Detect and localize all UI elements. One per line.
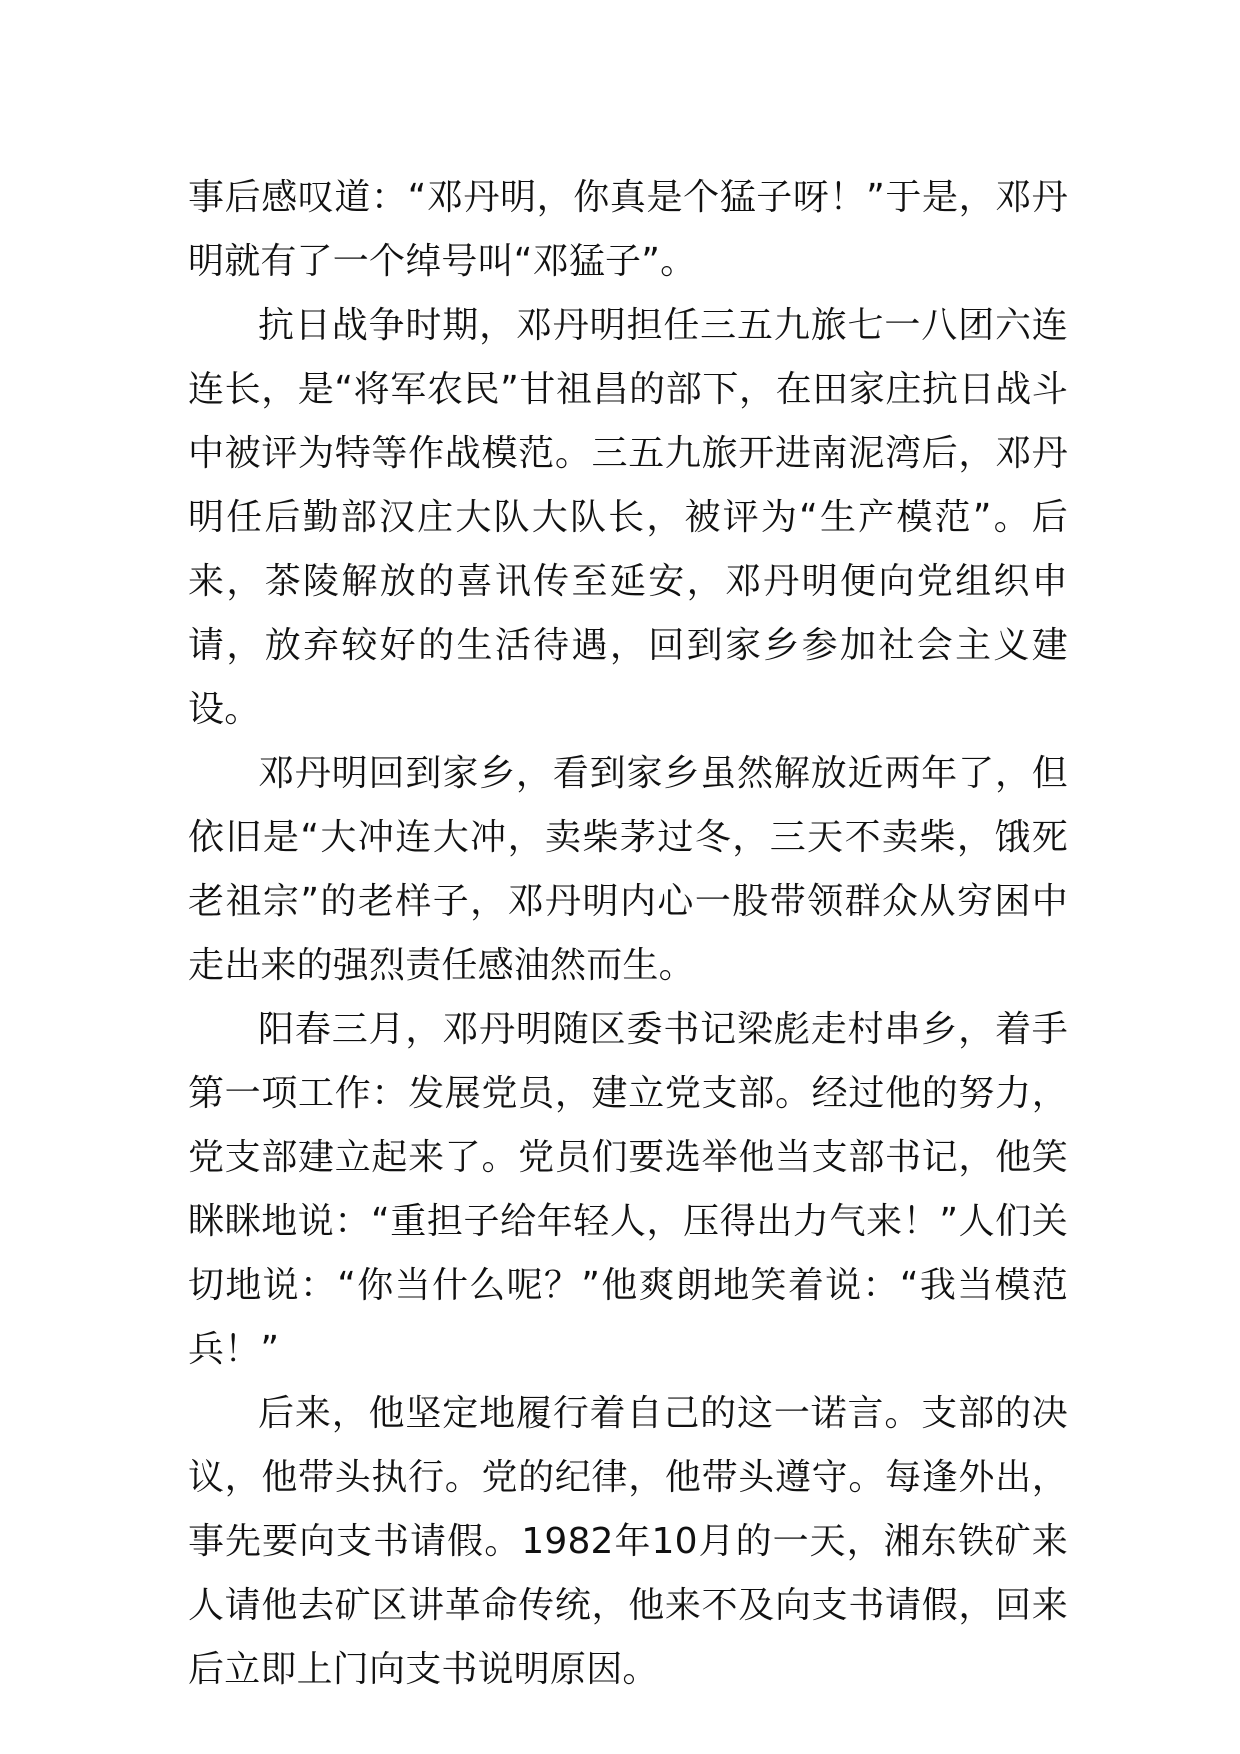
paragraph-1: 事后感叹道：“邓丹明，你真是个猛子呀！”于是，邓丹明就有了一个绰号叫“邓猛子”。 bbox=[188, 177, 1068, 282]
paragraph-3: 邓丹明回到家乡，看到家乡虽然解放近两年了，但依旧是“大冲连大冲，卖柴茅过冬，三天不卖柴，饿死老祖宗”的老样子，邓丹明内心一股带领群众从穷困中走出来的强烈责任感油然而生。 bbox=[188, 753, 1068, 986]
paragraph-4: 阳春三月，邓丹明随区委书记梁彪走村串乡，着手第一项工作：发展党员，建立党支部。经过他的努力，党支部建立起来了。党员们要选举他当支部书记，他笑眯眯地说：“重担子给年轻人，压得出力气来！”人们关切地说：“你当什么呢？”他爽朗地笑着说：“我当模范兵！” bbox=[188, 1009, 1068, 1370]
body-text bbox=[188, 166, 1068, 1702]
paragraph-5: 后来，他坚定地履行着自己的这一诺言。支部的决议，他带头执行。党的纪律，他带头遵守。每逢外出，事先要向支书请假。1982年10月的一天，湘东铁矿来人请他去矿区讲革命传统，他来不及向支书请假，回来后立即上门向支书说明原因。 bbox=[188, 1393, 1068, 1690]
paragraph-2: 抗日战争时期，邓丹明担任三五九旅七一八团六连连长，是“将军农民”甘祖昌的部下，在田家庄抗日战斗中被评为特等作战模范。三五九旅开进南泥湾后，邓丹明任后勤部汉庄大队大队长，被评为“生产模范”。后来，茶陵解放的喜讯传至延安，邓丹明便向党组织申请，放弃较好的生活待遇，回到家乡参加社会主义建设。 bbox=[188, 305, 1068, 730]
